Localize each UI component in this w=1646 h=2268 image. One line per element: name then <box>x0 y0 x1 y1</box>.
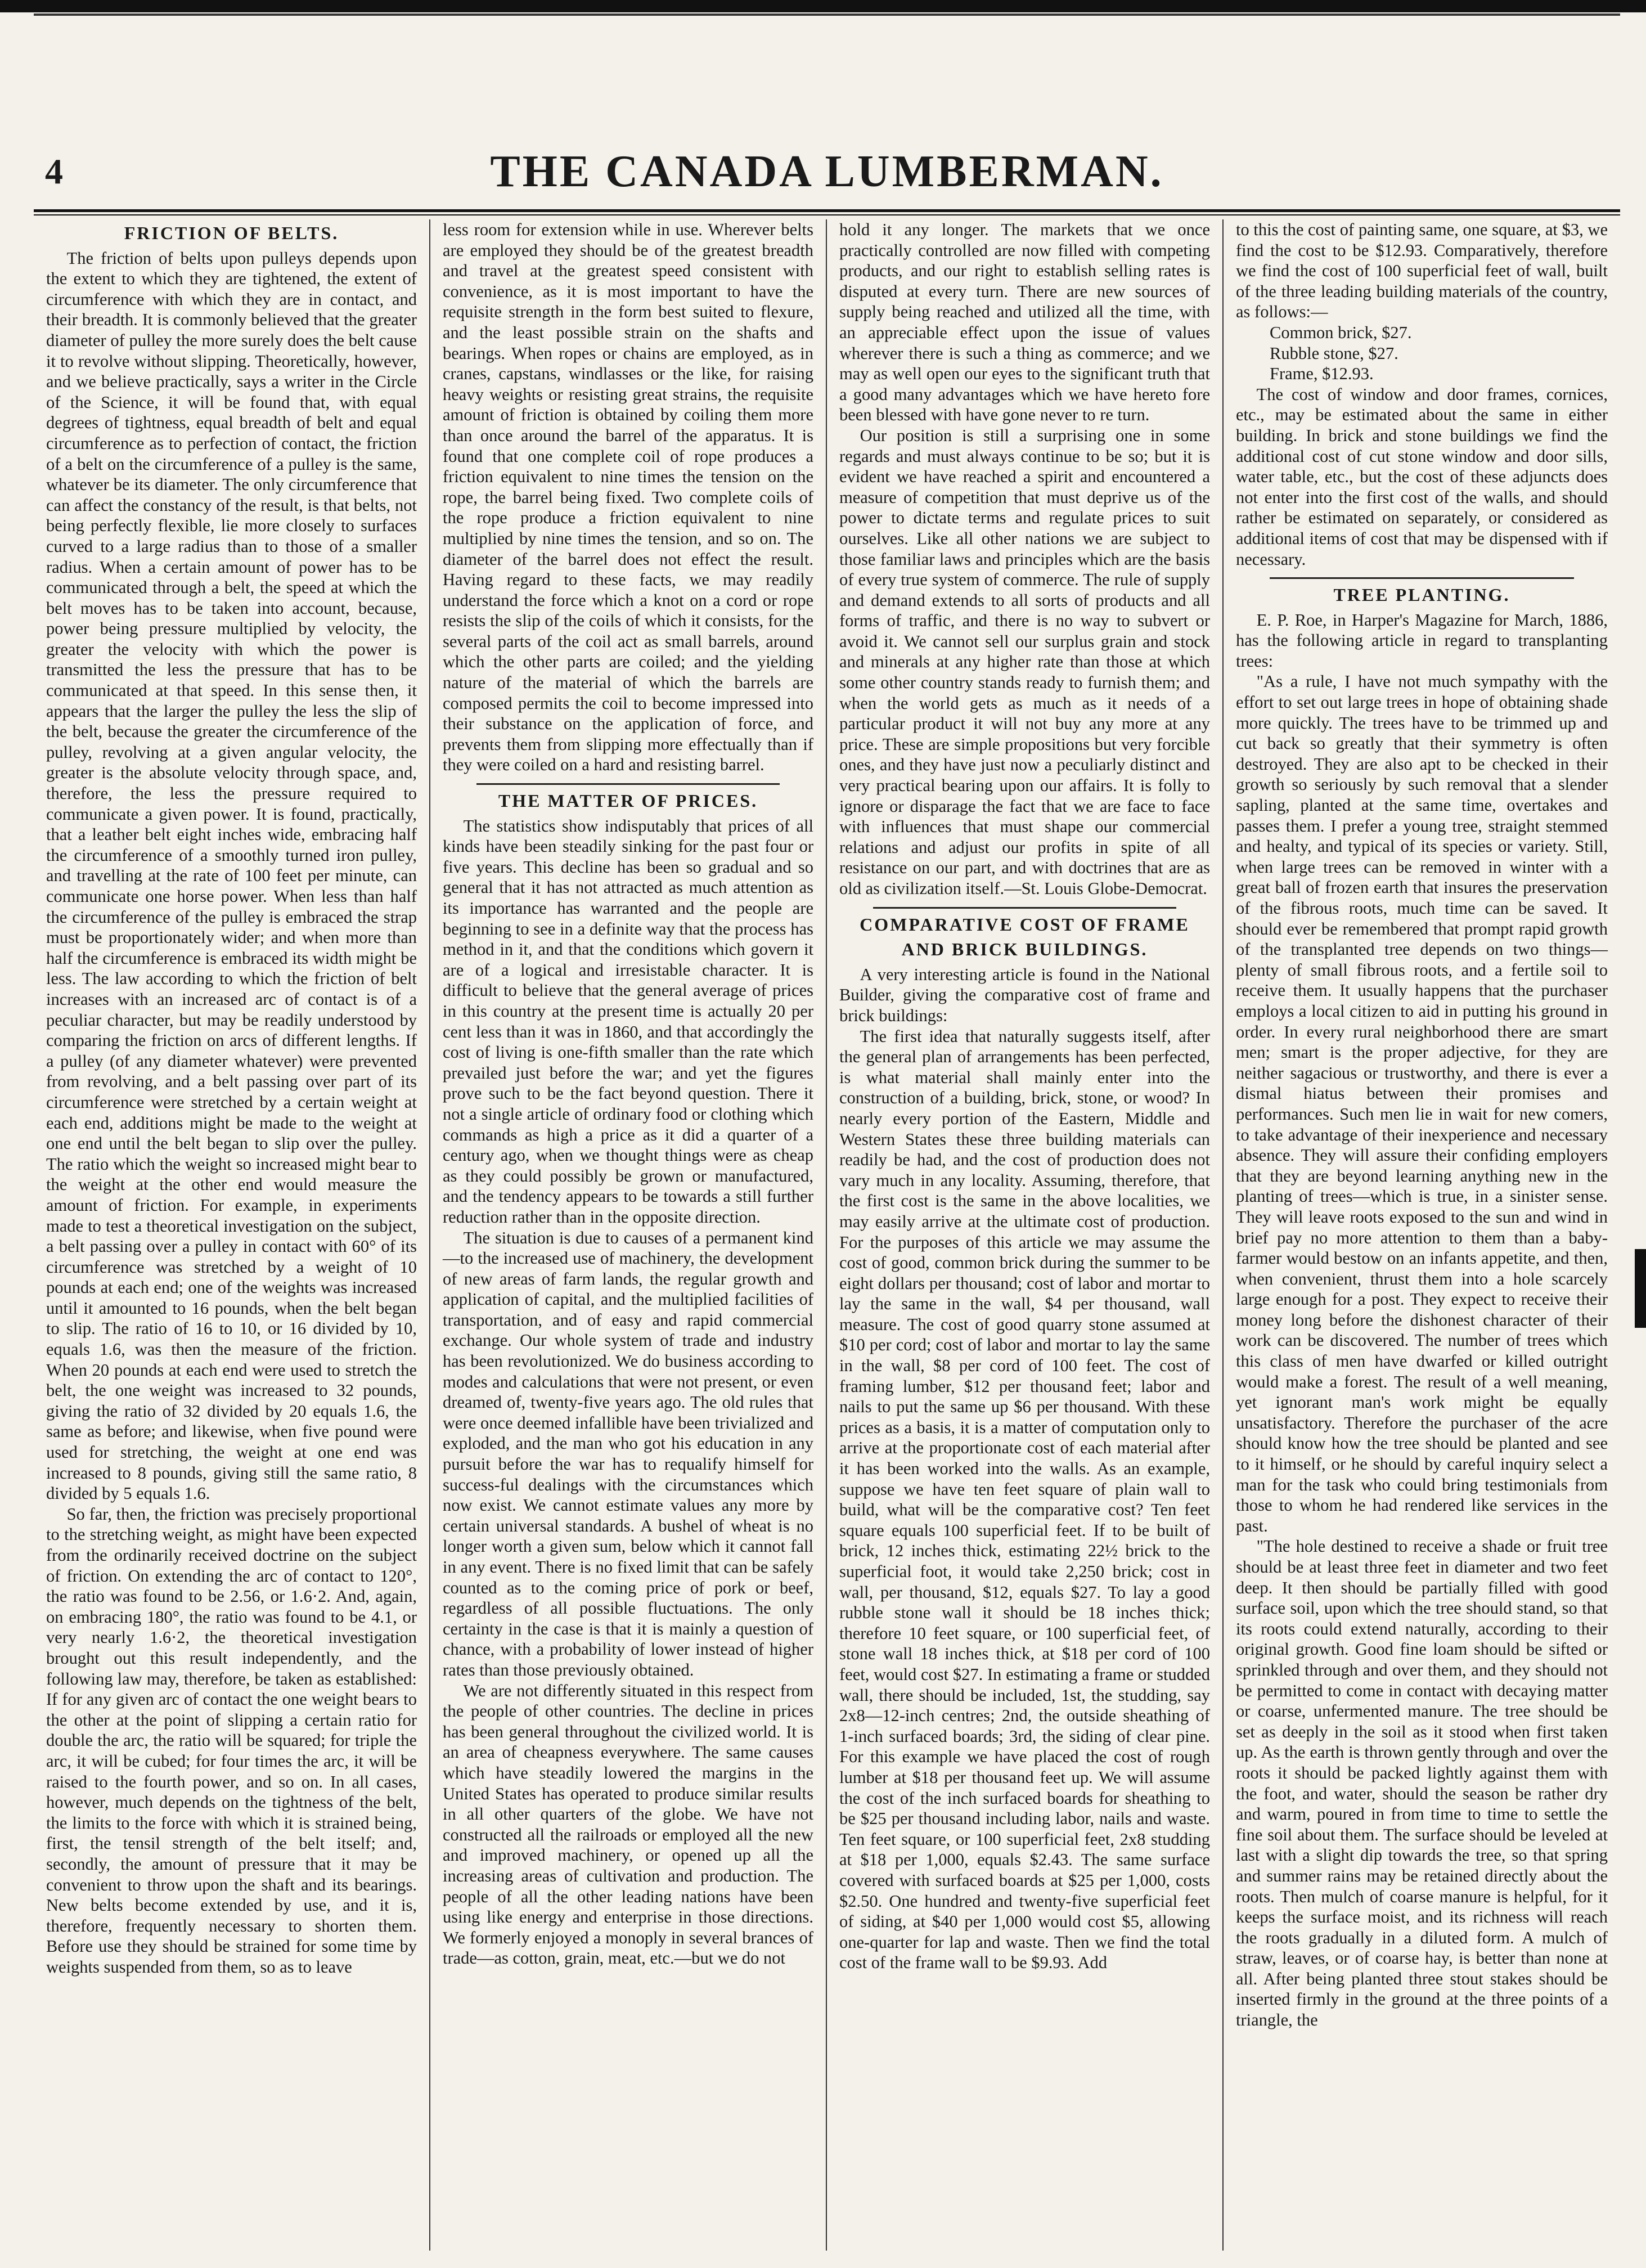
article-paragraph: E. P. Roe, in Harper's Magazine for March, 1886, has the following article in regard to transplanting trees: <box>1236 610 1608 671</box>
column-1 <box>34 219 430 2251</box>
article-paragraph: The statistics show indisputably that prices of all kinds have been steadily sinking for the past four or five years. This decline has been so gradual and so general that it has not attracted as much attention as its importance has warranted and the people are beginning to see in a definite way that the process has method in it, and that the conditions which govern it are of a logical and irresistable character. It is difficult to believe that the general average of prices in this country at the present time is actually 20 per cent less than it was in 1860, and that accordingly the cost of living is one-fifth smaller than the rate which prevailed just before the war; and yet the figures prove such to be the fact beyond question. There it not a single article of ordinary food or clothing which commands as high a price as it did a quarter of a century ago, when we thought things were as cheap as they could possibly be grown or manufactured, and the tendency appears to be towards a still further reduction rather than in the opposite direction. <box>443 816 813 1227</box>
masthead-rule <box>34 209 1620 212</box>
section-divider <box>1270 577 1574 579</box>
masthead-rule-thin <box>34 214 1620 215</box>
section-divider <box>873 907 1176 909</box>
article-heading-friction: FRICTION OF BELTS. <box>124 223 339 243</box>
newspaper-title: THE CANADA LUMBERMAN. <box>490 147 1164 196</box>
cost-list-item: Frame, $12.93. <box>1270 364 1374 384</box>
article-paragraph: "The hole destined to receive a shade or fruit tree should be at least three feet in diameter and two feet deep. It then should be partially filled with good surface soil, upon which the tree should stand, so that its roots could extend naturally, according to their original growth. Good fine loam should be sifted or sprinkled through and over them, and they should not be permitted to come in contact with decaying matter or coarse, unfermented manure. The tree should be set as deeply in the soil as it stood when first taken up. As the earth is thrown gently through and over the roots it should be packed lightly against them with the foot, and water, should the season be rather dry and warm, poured in from time to time to settle the fine soil about them. The surface should be leveled at last with a slight dip towards the tree, so that spring and summer rains may be retained directly about the roots. Then mulch of coarse manure is helpful, for it keeps the surface moist, and its richness will reach the roots gradually in a diluted form. A mulch of straw, leaves, or of coarse hay, is better than none at all. After being planted three stout stakes should be inserted firmly in the ground at the three points of a triangle, the <box>1236 1537 1608 2030</box>
masthead <box>34 141 1620 203</box>
article-heading-cost-line1: COMPARATIVE COST OF FRAME <box>860 914 1190 935</box>
column-3 <box>827 219 1224 2251</box>
article-paragraph: A very interesting article is found in the National Builder, giving the comparative cost of frame and brick buildings: <box>839 964 1210 1025</box>
cost-list-item: Common brick, $27. <box>1270 322 1412 342</box>
cost-list-item: Rubble stone, $27. <box>1270 343 1398 363</box>
article-paragraph: "As a rule, I have not much sympathy with the effort to set out large trees in hope of obtaining shade more quickly. The trees have to be trimmed up and cut back so greatly that their symmetry is often destroyed. They are also apt to be checked in their growth so seriously by such removal that a slender sapling, planted at the same time, overtakes and passes them. I prefer a young tree, straight stemmed and healty, and typical of its species or variety. Still, when large trees can be removed in winter with a great ball of frozen earth that insures the preservation of the fibrous roots, much time can be saved. It should ever be remembered that prompt rapid growth of the transplanted tree depends on two things—plenty of small fibrous roots, and a fertile soil to receive them. It usually happens that the purchaser employs a local citizen to aid in putting his ground in order. In every rural neighborhood there are smart men; smart is the proper adjective, for they are neither sagacious or trustworthy, and there is ever a dismal hiatus between their promises and performances. Such men lie in wait for new comers, to take advantage of their inexperience and necessary absence. They will assure their confiding employers that they are beyond learning anything new in the planting of trees—which is true, in a sinister sense. They will leave roots exposed to the sun and wind in brief pay no more attention to them than a baby-farmer would bestow on an infants appetite, and then, when convenient, thrust them into a hole scarcely large enough for a post. They expect to receive their money long before the dishonest character of their work can be discovered. The number of trees which this class of men have dwarfed or killed outright would make a forest. The result of a well meaning, yet ignorant man's work might be equally unsatisfactory. Therefore the purchaser of the acre should know how the tree should be planted and see to it himself, or he should by careful inquiry select a man for the task who could bring testimonials from those to whom he had rendered like services in the past. <box>1236 672 1608 1535</box>
article-heading-prices: THE MATTER OF PRICES. <box>498 791 758 811</box>
article-paragraph: The friction of belts upon pulleys depends upon the extent to which they are tightened, the extent of circumference with which they are in contact, and their breadth. It is commonly believed that the greater diameter of pulley the more surely does the belt cause it to revolve without slipping. Theoretically, however, and we believe practically, says a writer in the Circle of the Science, it will be found that, with equal degrees of tightness, equal breadth of belt and equal circumference as to perfection of contact, the friction of a belt on the circumference of a pulley is the same, whatever be its diameter. The only circumference that can affect the constancy of the result, is that belts, not being perfectly flexible, lie more closely to surfaces curved to a large radius than to those of a smaller radius. When a certain amount of power has to be communicated through a belt, the speed at which the belt moves has to be taken into account, because, power being pressure multiplied by velocity, the greater the velocity with which the power is transmitted the less the pressure that has to be communicated at that speed. In this sense then, it appears that the larger the pulley the less the slip of the belt, because the greater the circumference of the pulley, revolving at a given angular velocity, the greater is the absolute velocity through space, and, therefore, the less the pressure required to communicate a given power. It is found, practically, that a leather belt eight inches wide, embracing half the circumference of a smoothly turned iron pulley, and travelling at the rate of 100 feet per minute, can communicate one horse power. When less than half the circumference of the pulley is embraced the strap must be proportionately wider; and when more than half the circumference is embraced its width might be less. The law according to which the friction of belt increases with an increased arc of contact is of a peculiar character, but may be readily understood by comparing the friction on arcs of different lengths. If a pulley (of any diameter whatever) were prevented from revolving, and a belt passing over part of its circumference were stretched by a certain weight at each end, additions might be made to the weight at one end until the belt began to slip over the pulley. The ratio which the weight so increased might bear to the weight at the other end would measure the amount of friction. For example, in experiments made to test a theoretical investigation on the subject, a belt passing over a pulley in contact with 60° of its circumference was stretched by a weight of 10 pounds at each end; one of the weights was increased until it amounted to 16 pounds, when the belt began to slip. The ratio of 16 to 10, or 16 divided by 10, equals 1.6, was then the measure of the friction. When 20 pounds at each end were used to stretch the belt, the one weight was increased to 32 pounds, giving the ratio of 32 divided by 20 equals 1.6, the same as before; and likewise, when five pound were used for stretching, the weight at one end was increased to 8 pounds, giving still the same ratio, 8 divided by 5 equals 1.6. <box>46 248 417 1503</box>
section-divider <box>476 783 780 785</box>
article-paragraph: Our position is still a surprising one in some regards and must always continue to be so; but it is evident we have reached a spirit and encountered a measure of competition that must deprive us of the power to dictate terms and regulate prices to suit ourselves. Like all other nations we are subject to those familiar laws and principles which are the basis of every true system of commerce. The rule of supply and demand extends to all sorts of products and all forms of traffic, and there is no way to subvert or avoid it. We cannot sell our surplus grain and stock and minerals at any higher rate than those at which some other country stands ready to furnish them; and when the world gets as much as it needs of a particular product it will not buy any more at any price. These are simple propositions but very forcible ones, and they have just now a peculiarly distinct and very practical bearing upon our affairs. It is folly to ignore or disparage the fact that we are face to face with influences that must shape our commercial relations and adjust our profits in spite of all resistance on our part, and with doctrines that are as old as civilization itself.—St. Louis Globe-Democrat. <box>839 425 1210 898</box>
article-paragraph: So far, then, the friction was precisely proportional to the stretching weight, as might have been expected from the ordinarily received doctrine on the subject of friction. On extending the arc of contact to 120°, the ratio was found to be 2.56, or 1.6·2. And, again, on embracing 180°, the ratio was found to be 4.1, or very nearly 1.6·2, the theoretical investigation brought out this result independently, and the following law may, therefore, be taken as established: If for any given arc of contact the one weight bears to the other at the point of slipping a certain ratio for double the arc, the ratio will be squared; for triple the arc, it will be cubed; for four times the arc, it will be raised to the fourth power, and so on. In all cases, however, much depends on the tightness of the belt, the limits to the force with which it is strained being, first, the tensil strength of the belt itself; and, secondly, the amount of pressure that it may be convenient to throw upon the shaft and its bearings. New belts become extended by use, and it is, therefore, frequently necessary to shorten them. Before use they should be strained for some time by weights suspended from them, so as to leave <box>46 1504 417 1977</box>
article-paragraph: to this the cost of painting same, one square, at $3, we find the cost to be $12.93. Comparatively, therefore we find the cost of 100 superficial feet of wall, built of the three leading building materials of the country, as follows:— <box>1236 220 1608 322</box>
page-number: 4 <box>45 151 63 191</box>
article-paragraph: The situation is due to causes of a permanent kind—to the increased use of machinery, the development of new areas of farm lands, the regular growth and application of capital, and the multiplied facilities of transportation, and of easy and rapid commercial exchange. Our whole system of trade and industry has been revolutionized. We do business according to modes and calculations that were not present, or even dreamed of, twenty-five years ago. The old rules that were once deemed infallible have been trivialized and exploded, and the man who got his education in any pursuit before the war has to requalify himself for success-ful dealings with the circumstances which now exist. We cannot estimate values any more by certain universal standards. A bushel of wheat is no longer worth a given sum, below which it cannot fall in any event. There is no fixed limit that can be safely counted as to the coming price of pork or beef, regardless of all possible fluctuations. The only certainty in the case is that it is mainly a question of chance, with a probability of lower instead of higher rates than those previously obtained. <box>443 1228 813 1679</box>
top-border-thin-rule <box>34 14 1620 16</box>
scan-edge-mark <box>1635 1249 1646 1328</box>
article-paragraph: The cost of window and door frames, cornices, etc., may be estimated about the same in either building. In brick and stone buildings we find the additional cost of cut stone window and door sills, water table, etc., but the cost of these adjuncts does not enter into the first cost of the walls, and should rather be estimated on separately, or considered as additional items of cost that may be dispensed with if necessary. <box>1236 384 1608 569</box>
article-heading-tree-planting: TREE PLANTING. <box>1333 585 1510 605</box>
top-border-rule <box>0 0 1646 12</box>
article-paragraph: less room for extension while in use. Wherever belts are employed they should be of the greatest breadth and travel at the greatest speed consistent with convenience, as it is most important to have the requisite strength in the form best suited to flexure, and the least possible strain on the shafts and bearings. When ropes or chains are employed, as in cranes, capstans, windlasses or the like, for raising heavy weights or resisting great strains, the requisite amount of friction is obtained by coiling them more than once around the barrel of the apparatus. It is found that one complete coil of rope produces a friction equivalent to nine times the tension on the rope, the barrel being fixed. Two complete coils of the rope produce a friction equivalent to nine multiplied by nine times the tension, and so on. The diameter of the barrel does not effect the result. Having regard to these facts, we may readily understand the force which a knot on a cord or rope resists the slip of the coils of which it consists, for the several parts of the coil act as small barrels, around which the other parts are coiled; and the yielding nature of the material of which the barrels are composed permits the coil to become impressed into their substance on the application of force, and prevents them from slipping more effectually than if they were coiled on a hard and resisting barrel. <box>443 220 813 775</box>
article-heading-cost-line2: AND BRICK BUILDINGS. <box>901 939 1148 960</box>
column-4 <box>1224 219 1620 2251</box>
column-2 <box>430 219 827 2251</box>
article-paragraph: We are not differently situated in this respect from the people of other countries. The decline in prices has been general throughout the civilized world. It is an area of cheapness everywhere. The same causes which have steadily lowered the margins in the United States has operated to produce similar results in all other quarters of the globe. We have not constructed all the railroads or employed all the new and improved machinery, or opened up all the increasing areas of cultivation and production. The people of all the other leading nations have been using like energy and enterprise in those directions. We formerly enjoyed a monoply in several brances of trade—as cotton, grain, meat, etc.—but we do not <box>443 1681 813 1968</box>
article-paragraph: The first idea that naturally suggests itself, after the general plan of arrangements has been perfected, is what material shall mainly enter into the construction of a building, brick, stone, or wood? In nearly every portion of the Eastern, Middle and Western States these three building materials can readily be had, and the cost of production does not vary much in any locality. Assuming, therefore, that the first cost is the same in the above localities, we may easily arrive at the ultimate cost of production. For the purposes of this article we may assume the cost of good, common brick during the summer to be eight dollars per thousand; cost of labor and mortar to lay the same in the wall, $4 per thousand, wall measure. The cost of good quarry stone assumed at $10 per cord; cost of labor and mortar to lay the same in the wall, $8 per cord of 100 feet. The cost of framing lumber, $12 per thousand feet; labor and nails to put the same up $6 per thousand. With these prices as a basis, it is a matter of computation only to arrive at the proportionate cost of each material after it has been worked into the walls. As an example, suppose we have ten feet square of plain wall to build, what will be the comparative cost? Ten feet square equals 100 superficial feet. If to be built of brick, 12 inches thick, estimating 22½ brick to the superficial foot, it would take 2,250 brick; cost in wall, per thousand, $12, equals $27. To lay a good rubble stone wall it should be 18 inches thick; therefore 10 feet square, or 100 superficial feet, of stone wall 18 inches thick, at $18 per cord of 100 feet, would cost $27. In estimating a frame or studded wall, there should be included, 1st, the studding, say 2x8—12-inch centres; 2nd, the outside sheathing of 1-inch surfaced boards; 3rd, the siding of clear pine. For this example we have placed the cost of rough lumber at $18 per thousand feet up. We will assume the cost of the inch surfaced boards for sheathing to be $25 per thousand including labor, nails and waste. Ten feet square, or 100 superficial feet, 2x8 studding at $18 per 1,000, equals $2.43. The same surface covered with surfaced boards at $25 per 1,000, costs $2.50. One hundred and twenty-five superficial feet of siding, at $40 per 1,000 would cost $5, allowing one-quarter for lap and waste. Then we find the total cost of the frame wall to be $9.93. Add <box>839 1026 1210 1973</box>
article-columns <box>34 219 1620 2251</box>
article-paragraph: hold it any longer. The markets that we once practically controlled are now filled with competing products, and our right to establish selling rates is disputed at every turn. There are new sources of supply being reached and utilized all the time, with an appreciable effect upon the issue of values wherever there is such a thing as commerce; and we may as well open our eyes to the significant truth that a good many advantages which we have hereto fore been blessed with have gone never to re turn. <box>839 220 1210 425</box>
